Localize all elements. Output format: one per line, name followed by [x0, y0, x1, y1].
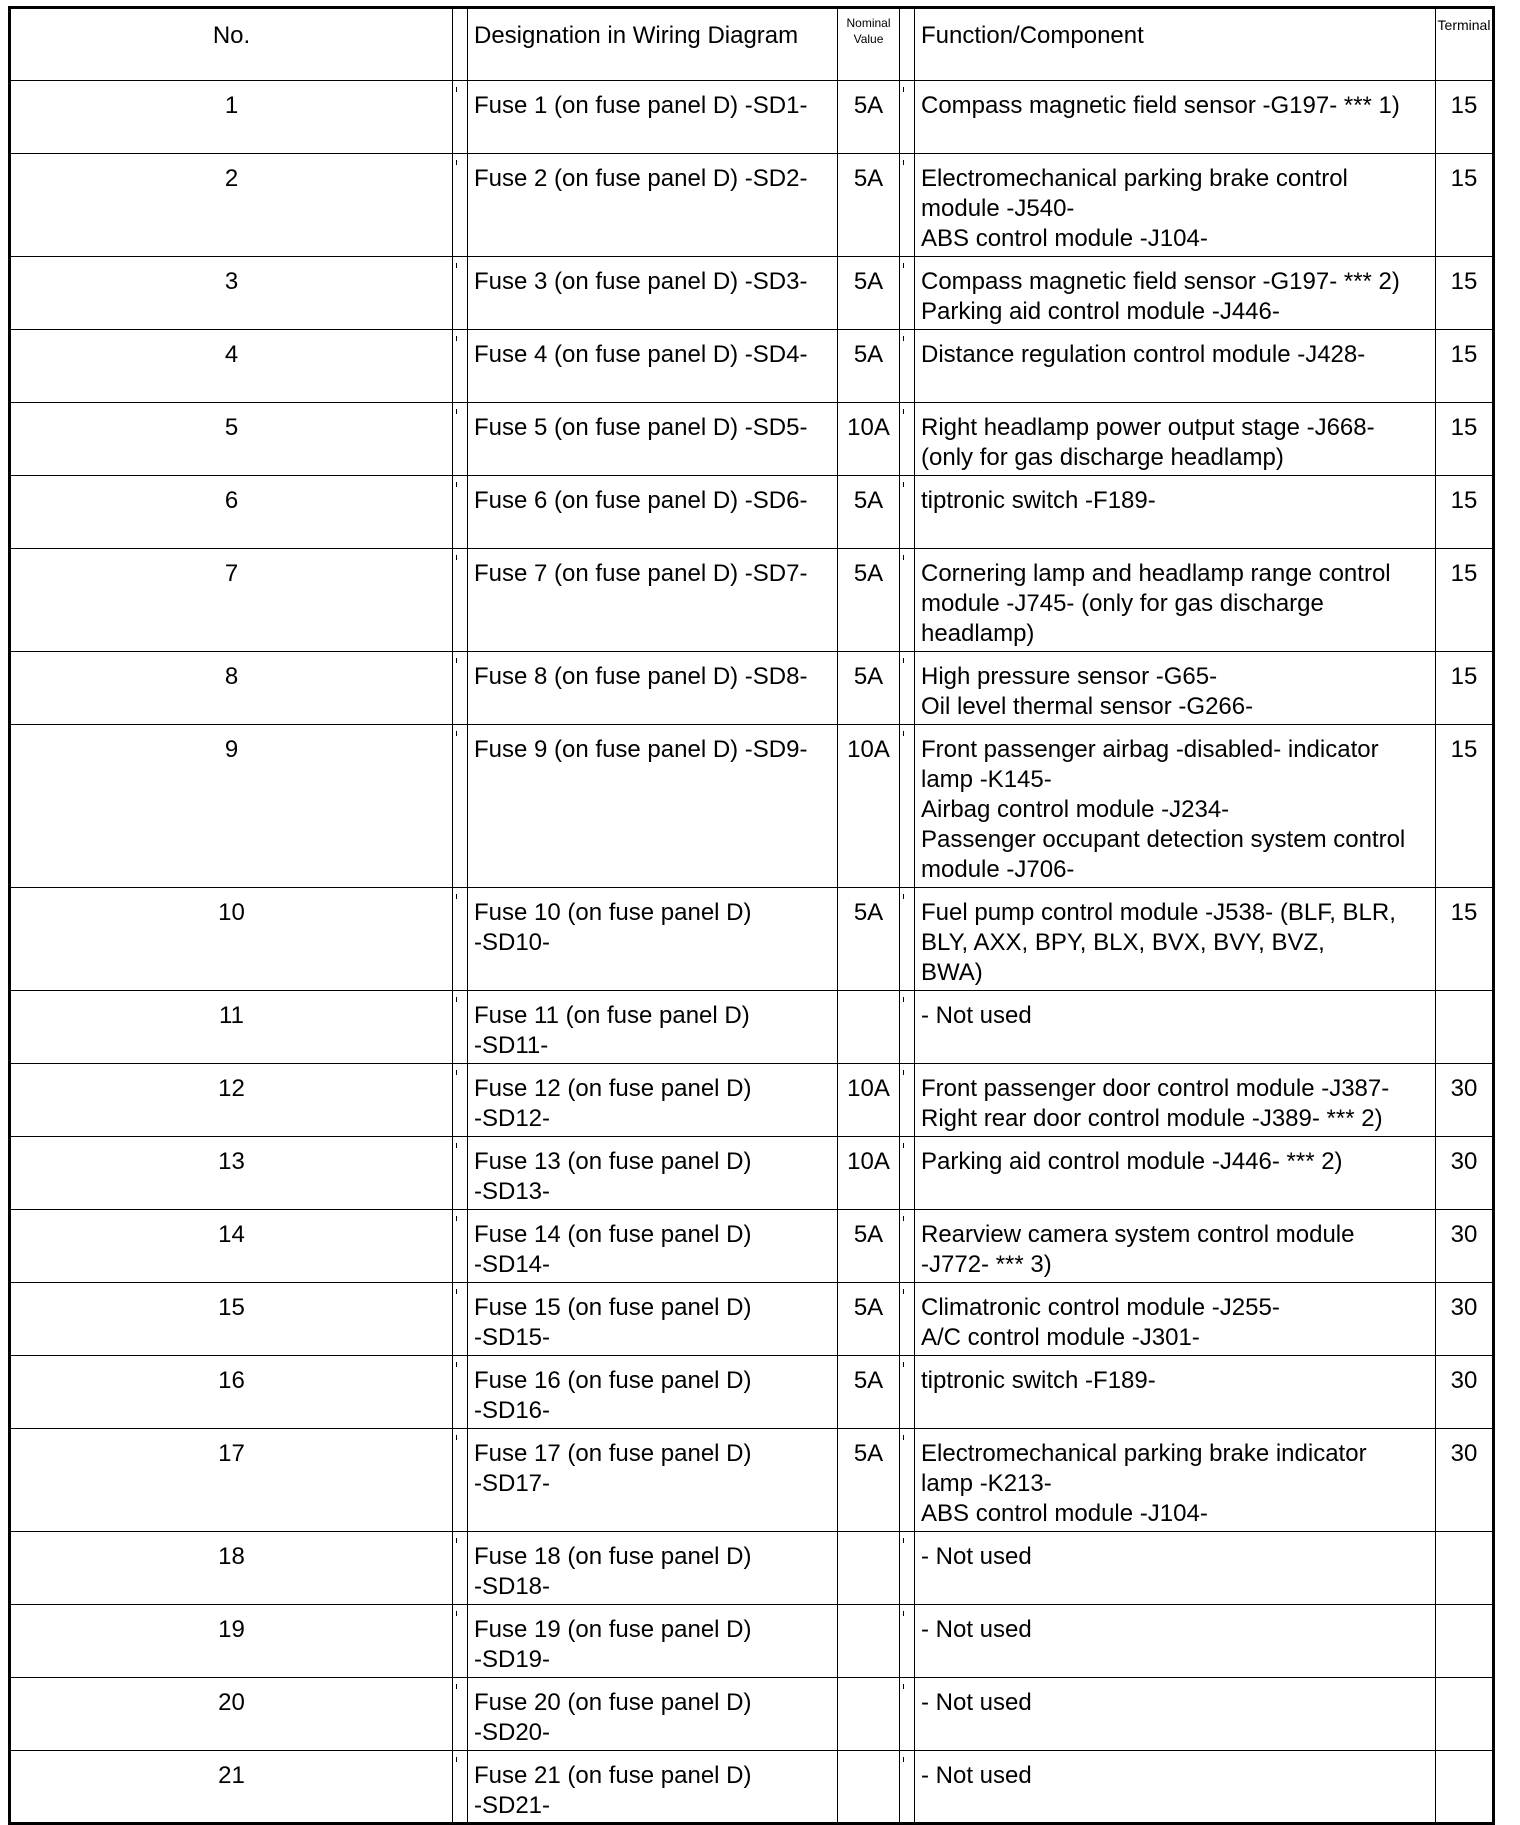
designation-line: -SD14- [474, 1251, 551, 1278]
table-row [10, 1605, 1494, 1678]
nominal-value [838, 1532, 900, 1605]
column-divider [900, 1283, 915, 1356]
function-component [915, 1283, 1436, 1356]
column-divider [900, 1751, 915, 1824]
designation-line: Fuse 3 (on fuse panel D) -SD3- [474, 268, 808, 295]
fuse-designation [468, 549, 838, 652]
designation-line: -SD18- [474, 1573, 551, 1600]
terminal [1436, 1751, 1494, 1824]
function-line: tiptronic switch -F189- [921, 487, 1156, 514]
fuse-number: 13 [10, 1137, 453, 1210]
nominal-value [838, 991, 900, 1064]
function-line: module -J540- [921, 195, 1075, 222]
column-divider [900, 1137, 915, 1210]
function-component [915, 476, 1436, 549]
header-no: No. [10, 8, 453, 81]
function-line: ABS control module -J104- [921, 225, 1208, 252]
column-divider [900, 888, 915, 991]
fuse-number: 11 [10, 991, 453, 1064]
function-line: (only for gas discharge headlamp) [921, 444, 1284, 471]
nominal-value: 5A [838, 652, 900, 725]
terminal: 15 [1436, 652, 1494, 725]
fuse-number: 9 [10, 725, 453, 888]
function-line: Compass magnetic field sensor -G197- *** 2) [921, 268, 1400, 295]
function-line: Oil level thermal sensor -G266- [921, 693, 1254, 720]
designation-line: Fuse 8 (on fuse panel D) -SD8- [474, 663, 808, 690]
terminal: 15 [1436, 81, 1494, 154]
fuse-number: 1 [10, 81, 453, 154]
terminal: 15 [1436, 888, 1494, 991]
nominal-value: 5A [838, 257, 900, 330]
fuse-designation [468, 1283, 838, 1356]
column-divider [453, 476, 468, 549]
header-row [10, 8, 1494, 81]
column-divider [453, 403, 468, 476]
column-divider [453, 1210, 468, 1283]
function-component [915, 888, 1436, 991]
column-divider [900, 8, 915, 81]
column-divider [900, 476, 915, 549]
function-component [915, 991, 1436, 1064]
function-component [915, 1678, 1436, 1751]
column-divider [900, 1429, 915, 1532]
fuse-number: 15 [10, 1283, 453, 1356]
function-line: Right headlamp power output stage -J668- [921, 414, 1375, 441]
function-component [915, 652, 1436, 725]
designation-line: Fuse 18 (on fuse panel D) [474, 1543, 752, 1570]
fuse-designation [468, 1210, 838, 1283]
designation-line: Fuse 11 (on fuse panel D) [474, 1002, 750, 1029]
designation-line: Fuse 15 (on fuse panel D) [474, 1294, 752, 1321]
table-row [10, 1532, 1494, 1605]
designation-line: Fuse 12 (on fuse panel D) [474, 1075, 752, 1102]
function-line: Fuel pump control module -J538- (BLF, BLR, [921, 899, 1396, 926]
designation-line: Fuse 5 (on fuse panel D) -SD5- [474, 414, 808, 441]
fuse-designation [468, 991, 838, 1064]
function-line: - Not used [921, 1762, 1032, 1789]
function-component [915, 257, 1436, 330]
function-line: module -J745- (only for gas discharge [921, 590, 1324, 617]
fuse-number: 10 [10, 888, 453, 991]
fuse-number: 14 [10, 1210, 453, 1283]
terminal: 30 [1436, 1429, 1494, 1532]
function-line: BWA) [921, 959, 983, 986]
function-line: Airbag control module -J234- [921, 796, 1230, 823]
designation-line: Fuse 13 (on fuse panel D) [474, 1148, 752, 1175]
function-line: A/C control module -J301- [921, 1324, 1200, 1351]
column-divider [453, 1429, 468, 1532]
column-divider [900, 1532, 915, 1605]
nominal-value [838, 1678, 900, 1751]
table-row [10, 1678, 1494, 1751]
nominal-value [838, 1751, 900, 1824]
function-line: High pressure sensor -G65- [921, 663, 1218, 690]
fuse-designation [468, 330, 838, 403]
fuse-designation [468, 81, 838, 154]
function-line: lamp -K145- [921, 766, 1052, 793]
column-divider [900, 154, 915, 257]
nominal-value: 5A [838, 1210, 900, 1283]
function-line: - Not used [921, 1689, 1032, 1716]
column-divider [900, 257, 915, 330]
function-line: - Not used [921, 1543, 1032, 1570]
function-line: Climatronic control module -J255- [921, 1294, 1280, 1321]
function-line: Compass magnetic field sensor -G197- *** 1) [921, 92, 1400, 119]
terminal: 15 [1436, 257, 1494, 330]
terminal: 15 [1436, 549, 1494, 652]
function-line: Front passenger airbag -disabled- indicator [921, 736, 1379, 763]
designation-line: -SD13- [474, 1178, 551, 1205]
fuse-number: 12 [10, 1064, 453, 1137]
table-row [10, 330, 1494, 403]
nominal-value: 10A [838, 1137, 900, 1210]
table-row [10, 1064, 1494, 1137]
designation-line: Fuse 2 (on fuse panel D) -SD2- [474, 165, 808, 192]
function-component [915, 330, 1436, 403]
nominal-value: 5A [838, 476, 900, 549]
fuse-number: 16 [10, 1356, 453, 1429]
table-row [10, 81, 1494, 154]
table-row [10, 1356, 1494, 1429]
column-divider [900, 1678, 915, 1751]
designation-line: Fuse 21 (on fuse panel D) [474, 1762, 752, 1789]
fuse-designation [468, 1678, 838, 1751]
function-component [915, 549, 1436, 652]
fuse-number: 2 [10, 154, 453, 257]
table-row [10, 549, 1494, 652]
function-component [915, 1532, 1436, 1605]
designation-line: Fuse 7 (on fuse panel D) -SD7- [474, 560, 808, 587]
nominal-value: 10A [838, 1064, 900, 1137]
designation-line: -SD20- [474, 1719, 551, 1746]
designation-line: Fuse 4 (on fuse panel D) -SD4- [474, 341, 808, 368]
function-line: - Not used [921, 1616, 1032, 1643]
function-line: ABS control module -J104- [921, 1500, 1208, 1527]
designation-line: -SD12- [474, 1105, 551, 1132]
designation-line: Fuse 19 (on fuse panel D) [474, 1616, 752, 1643]
function-line: Electromechanical parking brake indicator [921, 1440, 1367, 1467]
table-row [10, 257, 1494, 330]
function-line: -J772- *** 3) [921, 1251, 1052, 1278]
nominal-value [838, 1605, 900, 1678]
terminal [1436, 1532, 1494, 1605]
table-row [10, 725, 1494, 888]
fuse-designation [468, 725, 838, 888]
fuse-designation [468, 1605, 838, 1678]
nominal-value: 5A [838, 154, 900, 257]
function-component [915, 1064, 1436, 1137]
fuse-designation [468, 888, 838, 991]
function-component [915, 81, 1436, 154]
table-row [10, 1210, 1494, 1283]
column-divider [453, 1283, 468, 1356]
column-divider [453, 1605, 468, 1678]
header-terminal: Terminal [1436, 8, 1494, 81]
fuse-designation [468, 257, 838, 330]
column-divider [453, 1064, 468, 1137]
terminal: 15 [1436, 403, 1494, 476]
function-line: Cornering lamp and headlamp range control [921, 560, 1391, 587]
column-divider [900, 81, 915, 154]
column-divider [900, 1064, 915, 1137]
column-divider [453, 1532, 468, 1605]
designation-line: Fuse 10 (on fuse panel D) [474, 899, 752, 926]
table-row [10, 1137, 1494, 1210]
fuse-table [8, 6, 1495, 1825]
function-component [915, 1605, 1436, 1678]
column-divider [453, 888, 468, 991]
fuse-designation [468, 1751, 838, 1824]
table-row [10, 991, 1494, 1064]
terminal: 30 [1436, 1137, 1494, 1210]
terminal: 15 [1436, 330, 1494, 403]
function-line: Rearview camera system control module [921, 1221, 1355, 1248]
fuse-designation [468, 1429, 838, 1532]
header-nominal-value: Nominal Value [838, 8, 900, 81]
function-component [915, 154, 1436, 257]
fuse-number: 3 [10, 257, 453, 330]
function-component [915, 403, 1436, 476]
column-divider [453, 1678, 468, 1751]
terminal: 30 [1436, 1210, 1494, 1283]
terminal: 15 [1436, 476, 1494, 549]
column-divider [900, 652, 915, 725]
nominal-value: 5A [838, 81, 900, 154]
table-row [10, 652, 1494, 725]
function-line: lamp -K213- [921, 1470, 1052, 1497]
designation-line: Fuse 9 (on fuse panel D) -SD9- [474, 736, 808, 763]
column-divider [453, 652, 468, 725]
designation-line: Fuse 6 (on fuse panel D) -SD6- [474, 487, 808, 514]
header-designation: Designation in Wiring Diagram [468, 8, 838, 81]
column-divider [453, 991, 468, 1064]
designation-line: Fuse 14 (on fuse panel D) [474, 1221, 752, 1248]
table-row [10, 1751, 1494, 1824]
designation-line: -SD17- [474, 1470, 551, 1497]
function-line: Electromechanical parking brake control [921, 165, 1348, 192]
function-line: Front passenger door control module -J387- [921, 1075, 1390, 1102]
designation-line: Fuse 16 (on fuse panel D) [474, 1367, 752, 1394]
terminal: 30 [1436, 1283, 1494, 1356]
column-divider [453, 1356, 468, 1429]
designation-line: -SD10- [474, 929, 551, 956]
nominal-value: 5A [838, 1283, 900, 1356]
fuse-designation [468, 1137, 838, 1210]
fuse-number: 20 [10, 1678, 453, 1751]
table-row [10, 154, 1494, 257]
table-row [10, 476, 1494, 549]
designation-line: Fuse 20 (on fuse panel D) [474, 1689, 752, 1716]
fuse-number: 6 [10, 476, 453, 549]
nominal-value: 5A [838, 330, 900, 403]
fuse-designation [468, 1356, 838, 1429]
function-line: headlamp) [921, 620, 1035, 647]
designation-line: -SD19- [474, 1646, 551, 1673]
column-divider [453, 154, 468, 257]
designation-line: Fuse 1 (on fuse panel D) -SD1- [474, 92, 808, 119]
terminal: 30 [1436, 1356, 1494, 1429]
designation-line: -SD11- [474, 1032, 549, 1059]
fuse-designation [468, 154, 838, 257]
header-function: Function/Component [915, 8, 1436, 81]
column-divider [453, 81, 468, 154]
function-component [915, 1356, 1436, 1429]
fuse-number: 18 [10, 1532, 453, 1605]
column-divider [900, 549, 915, 652]
table-row [10, 1283, 1494, 1356]
fuse-designation [468, 403, 838, 476]
fuse-designation [468, 652, 838, 725]
function-component [915, 725, 1436, 888]
column-divider [453, 330, 468, 403]
column-divider [453, 1751, 468, 1824]
column-divider [453, 549, 468, 652]
column-divider [453, 257, 468, 330]
terminal [1436, 1678, 1494, 1751]
column-divider [900, 330, 915, 403]
designation-line: Fuse 17 (on fuse panel D) [474, 1440, 752, 1467]
terminal [1436, 991, 1494, 1064]
fuse-designation [468, 1064, 838, 1137]
nominal-value: 5A [838, 1429, 900, 1532]
column-divider [900, 725, 915, 888]
fuse-number: 8 [10, 652, 453, 725]
function-line: BLY, AXX, BPY, BLX, BVX, BVY, BVZ, [921, 929, 1325, 956]
column-divider [453, 1137, 468, 1210]
nominal-value: 10A [838, 403, 900, 476]
terminal: 30 [1436, 1064, 1494, 1137]
function-line: Parking aid control module -J446- *** 2) [921, 1148, 1343, 1175]
function-line: - Not used [921, 1002, 1032, 1029]
table-row [10, 403, 1494, 476]
designation-line: -SD15- [474, 1324, 551, 1351]
function-line: Right rear door control module -J389- *** 2) [921, 1105, 1383, 1132]
column-divider [900, 991, 915, 1064]
column-divider [453, 8, 468, 81]
function-component [915, 1429, 1436, 1532]
column-divider [900, 403, 915, 476]
table-row [10, 1429, 1494, 1532]
designation-line: -SD16- [474, 1397, 551, 1424]
nominal-value: 5A [838, 549, 900, 652]
fuse-number: 7 [10, 549, 453, 652]
function-line: Parking aid control module -J446- [921, 298, 1280, 325]
nominal-value: 5A [838, 1356, 900, 1429]
nominal-value: 10A [838, 725, 900, 888]
column-divider [900, 1356, 915, 1429]
function-component [915, 1751, 1436, 1824]
function-line: Passenger occupant detection system control [921, 826, 1406, 853]
fuse-number: 17 [10, 1429, 453, 1532]
column-divider [900, 1605, 915, 1678]
column-divider [453, 725, 468, 888]
terminal: 15 [1436, 154, 1494, 257]
fuse-number: 21 [10, 1751, 453, 1824]
table-row [10, 888, 1494, 991]
function-line: Distance regulation control module -J428- [921, 341, 1366, 368]
fuse-number: 4 [10, 330, 453, 403]
function-component [915, 1137, 1436, 1210]
terminal [1436, 1605, 1494, 1678]
designation-line: -SD21- [474, 1792, 551, 1819]
fuse-number: 19 [10, 1605, 453, 1678]
fuse-designation [468, 476, 838, 549]
column-divider [900, 1210, 915, 1283]
function-line: module -J706- [921, 856, 1075, 883]
function-component [915, 1210, 1436, 1283]
terminal: 15 [1436, 725, 1494, 888]
function-line: tiptronic switch -F189- [921, 1367, 1156, 1394]
fuse-designation [468, 1532, 838, 1605]
fuse-number: 5 [10, 403, 453, 476]
nominal-value: 5A [838, 888, 900, 991]
